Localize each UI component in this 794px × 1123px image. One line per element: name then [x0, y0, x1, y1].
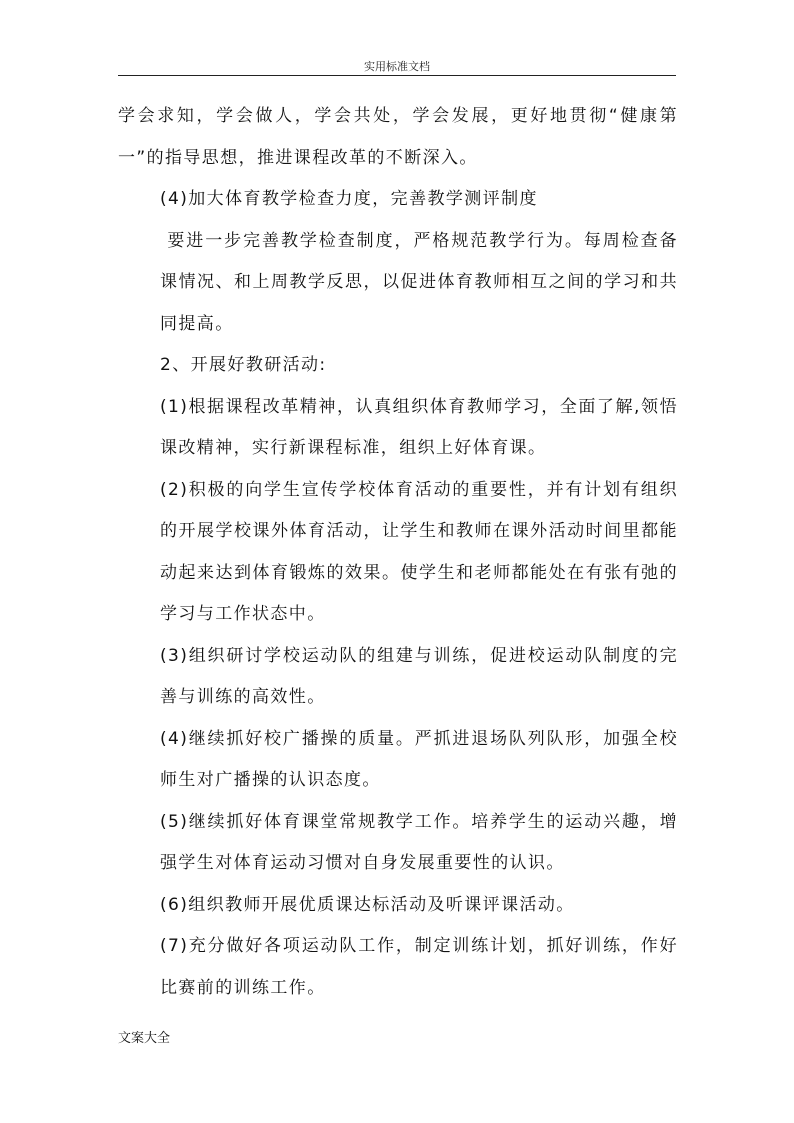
paragraph-inspection-system: 要进一步完善教学检查制度，严格规范教学行为。每周检查备课情况、和上周教学反思，以促进体育教师相互之间的学习和共同提高。 — [160, 230, 678, 334]
page-header-title: 实用标准文档 — [364, 60, 430, 73]
paragraph-item-7: (7)充分做好各项运动队工作，制定训练计划，抓好训练，作好比赛前的训练工作。 — [160, 936, 678, 998]
paragraph-item-4: (4)继续抓好校广播操的质量。严抓进退场队列队形，加强全校师生对广播操的认识态度。 — [160, 728, 678, 790]
paragraph-item-6: (6)组织教师开展优质课达标活动及听课评课活动。 — [160, 894, 575, 915]
paragraph-item-5: (5)继续抓好体育课堂常规教学工作。培养学生的运动兴趣，增强学生对体育运动习惯对自身发展重要性的认识。 — [160, 811, 678, 873]
paragraph-item-1: (1)根据课程改革精神，认真组织体育教师学习，全面了解,领悟课改精神，实行新课程标准，组织上好体育课。 — [160, 396, 678, 458]
page-footer-text: 文案大全 — [118, 1031, 171, 1046]
header-divider — [118, 75, 676, 76]
paragraph-research-heading: 2、开展好教研活动: — [160, 355, 327, 375]
paragraph-continuation: 学会求知，学会做人，学会共处，学会发展，更好地贯彻“健康第一”的指导思想，推进课程改革的不断深入。 — [118, 106, 678, 168]
paragraph-section-4-heading: (4)加大体育教学检查力度，完善教学测评制度 — [160, 189, 538, 209]
paragraph-item-3: (3)组织研讨学校运动队的组建与训练，促进校运动队制度的完善与训练的高效性。 — [160, 645, 678, 707]
paragraph-item-2: (2)积极的向学生宣传学校体育活动的重要性，并有计划有组织的开展学校课外体育活动，让学生和教师在课外活动时间里都能动起来达到体育锻炼的效果。使学生和老师都能处在有张有弛的学习与工作状态中。 — [160, 479, 678, 624]
document-body — [118, 96, 678, 1009]
